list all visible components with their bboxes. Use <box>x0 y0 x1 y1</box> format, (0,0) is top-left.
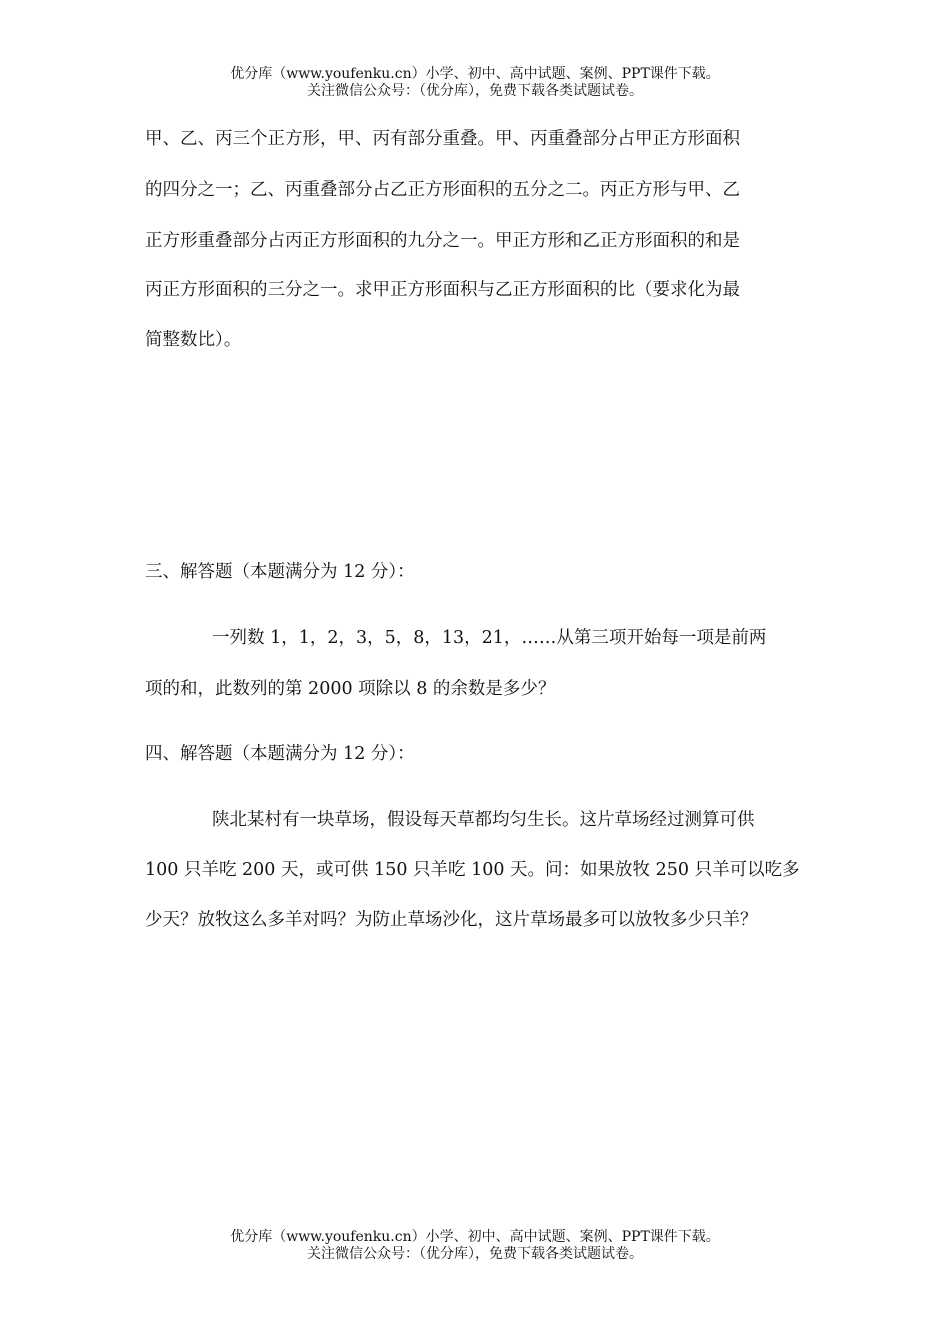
section-4-heading: 四、解答题（本题满分为 12 分）： <box>145 744 415 764</box>
problem-top-line-4: 丙正方形面积的三分之一。求甲正方形面积与乙正方形面积的比（要求化为最 <box>145 280 740 300</box>
header-line-1: 优分库（www.youfenku.cn）小学、初中、高中试题、案例、PPT课件下载。 <box>230 66 720 82</box>
footer-line-2: 关注微信公众号：（优分库），免费下载各类试题试卷。 <box>307 1246 643 1262</box>
page-header <box>0 66 950 100</box>
footer-line-1: 优分库（www.youfenku.cn）小学、初中、高中试题、案例、PPT课件下载。 <box>230 1229 720 1245</box>
section-4-line-1: 陕北某村有一块草场，假设每天草都均匀生长。这片草场经过测算可供 <box>212 810 755 830</box>
section-3-heading: 三、解答题（本题满分为 12 分）： <box>145 562 415 582</box>
problem-top-line-5: 简整数比）。 <box>145 330 242 350</box>
section-4-line-2: 100 只羊吃 200 天，或可供 150 只羊吃 100 天。问：如果放牧 250 只羊可以吃多 <box>145 860 800 880</box>
section-3-line-1: 一列数 1，1，2，3，5，8，13，21，……从第三项开始每一项是前两 <box>212 628 767 648</box>
problem-top-line-1: 甲、乙、丙三个正方形，甲、丙有部分重叠。甲、丙重叠部分占甲正方形面积 <box>145 129 740 149</box>
problem-top-line-3: 正方形重叠部分占丙正方形面积的九分之一。甲正方形和乙正方形面积的和是 <box>145 231 740 251</box>
page-footer <box>0 1229 950 1263</box>
section-3-line-2: 项的和，此数列的第 2000 项除以 8 的余数是多少？ <box>145 679 556 699</box>
problem-top-line-2: 的四分之一；乙、丙重叠部分占乙正方形面积的五分之二。丙正方形与甲、乙 <box>145 180 740 200</box>
section-4-line-3: 少天？放牧这么多羊对吗？为防止草场沙化，这片草场最多可以放牧多少只羊？ <box>145 910 758 930</box>
header-line-2: 关注微信公众号：（优分库），免费下载各类试题试卷。 <box>307 83 643 99</box>
